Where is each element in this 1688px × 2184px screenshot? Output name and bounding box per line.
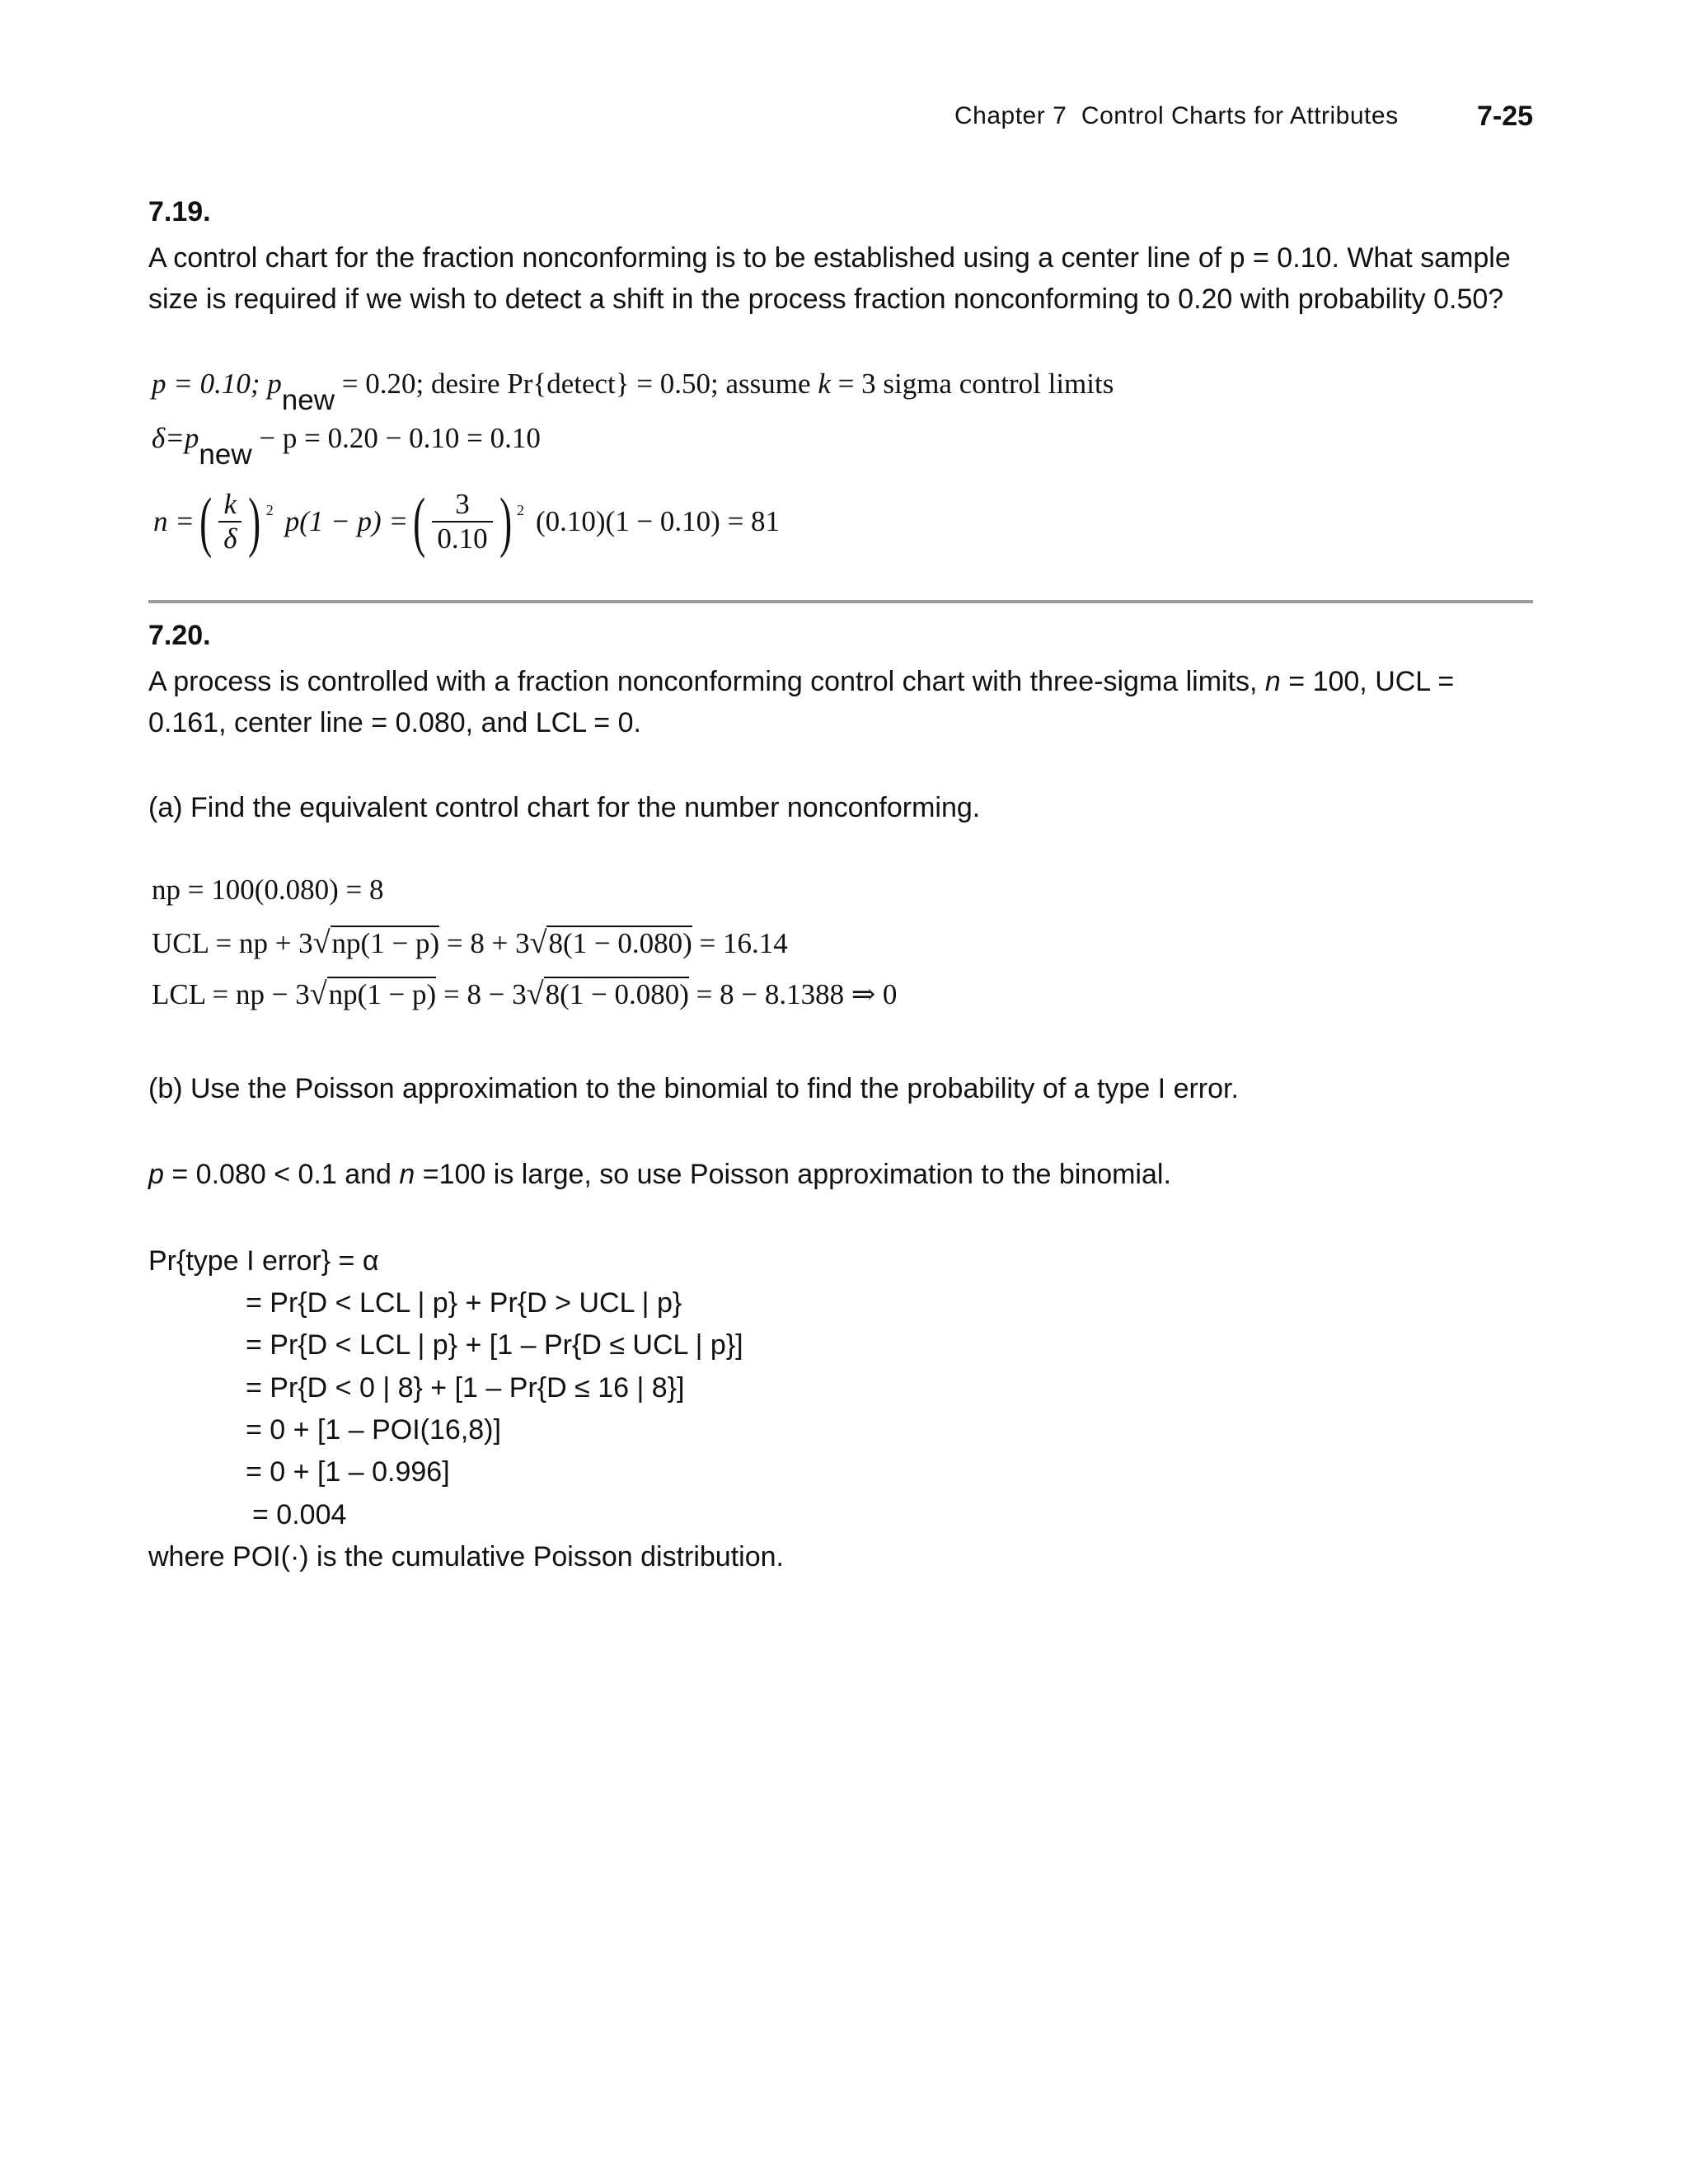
eq-n-mid: p(1 − p) = [284,505,409,537]
sqrt-icon: √ [312,926,331,960]
frac-k: k [218,488,241,523]
note-a: = 0.080 < 0.1 and [163,1159,400,1190]
footnote: where POI(·) is the cumulative Poisson distribution. [148,1541,784,1572]
problem-7-20-statement-line1 [148,661,1454,702]
eq-givens-b: = 0.20; desire Pr{detect} = 0.50; assume [335,368,818,400]
lcl-b: = 8 − 3 [436,978,527,1010]
frac-delta: δ [223,523,237,555]
derivation-line-6: = 0.004 [252,1499,347,1530]
section-divider [148,600,1533,603]
eq-delta-b: − p = 0.20 − 0.10 = 0.10 [251,422,541,454]
stmt-a: A process is controlled with a fraction nonconforming control chart with three-sigma limits, [148,666,1265,697]
lcl-a: LCL = np − 3 [152,978,310,1010]
equation-lcl [152,976,897,1012]
derivation-line-2: = Pr{D < LCL | p} + [1 – Pr{D ≤ UCL | p}] [246,1329,743,1361]
eq-n-rhs: (0.10)(1 − 0.10) = 81 [535,505,781,537]
chapter-title: Control Charts for Attributes [1081,102,1399,129]
chapter-heading [954,102,1399,130]
ucl-a: UCL = np + 3 [152,927,313,959]
page-number: 7-25 [1477,101,1534,132]
right-paren-2: ) [499,484,512,559]
fraction-3-over-010 [432,488,492,555]
equation-sample-size [153,476,780,567]
lcl-c: = 8 − 8.1388 ⇒ 0 [688,978,898,1010]
exponent-2: 2 [516,501,524,518]
chapter-prefix: Chapter 7 [954,102,1067,129]
eq-delta-sub: new [199,438,252,471]
part-a-question: (a) Find the equivalent control chart for the number nonconforming. [148,792,981,823]
part-b-question: (b) Use the Poisson approximation to the binomial to find the probability of a type I error. [148,1073,1239,1104]
derivation-line-3: = Pr{D < 0 | 8} + [1 – Pr{D ≤ 16 | 8}] [246,1372,685,1404]
equation-np: np = 100(0.080) = 8 [152,874,384,906]
derivation-line-5: = 0 + [1 – 0.996] [246,1456,450,1488]
derivation-line-1: = Pr{D < LCL | p} + Pr{D > UCL | p} [246,1287,682,1319]
eq-n-lhs: n = [153,505,195,537]
ucl-b: = 8 + 3 [439,927,530,959]
eq-delta-a: δ=p [152,422,199,454]
right-paren: ) [248,484,261,559]
problem-7-20-statement-line2: 0.161, center line = 0.080, and LCL = 0. [148,707,641,738]
ucl-rad1: np(1 − p) [331,927,440,959]
eq-givens-sub: new [281,384,335,416]
note-b: =100 is large, so use Poisson approximation to the binomial. [415,1159,1171,1190]
stmt-n: n [1264,666,1281,697]
ucl-c: = 16.14 [692,927,788,959]
sqrt-icon-3: √ [309,977,327,1011]
eq-givens-c: = 3 sigma control limits [830,368,1114,400]
lcl-rad1: np(1 − p) [328,978,437,1010]
eq-givens-k: k [818,368,831,400]
left-paren-2: ( [413,484,426,559]
ucl-rad2: 8(1 − 0.080) [548,927,692,959]
equation-givens [152,368,1114,416]
problem-7-19-statement-line1: A control chart for the fraction nonconforming is to be established using a center line of p = 0.10. What sample [148,242,1511,274]
note-p: p [148,1159,164,1190]
frac-010: 0.10 [437,523,488,555]
exponent: 2 [265,501,274,518]
stmt-b: = 100, UCL = [1280,666,1455,697]
frac-3: 3 [432,488,492,523]
eq-givens-a: p = 0.10; p [152,368,282,400]
lcl-rad2: 8(1 − 0.080) [545,978,689,1010]
problem-7-19-statement-line2: size is required if we wish to detect a shift in the process fraction nonconforming to 0.20 with probability 0.50? [148,284,1504,315]
sqrt-icon-2: √ [529,926,547,960]
equation-delta [152,422,541,471]
problem-number-7-19: 7.19. [148,196,211,227]
note-n: n [399,1159,415,1190]
derivation-line-4: = 0 + [1 – POI(16,8)] [246,1414,501,1446]
equation-ucl [152,925,788,961]
fraction-k-over-delta [218,488,241,555]
left-paren: ( [199,484,213,559]
derivation-line-0: Pr{type I error} = α [148,1245,379,1277]
poisson-note [148,1154,1171,1195]
sqrt-icon-4: √ [526,977,544,1011]
problem-number-7-20: 7.20. [148,620,211,651]
